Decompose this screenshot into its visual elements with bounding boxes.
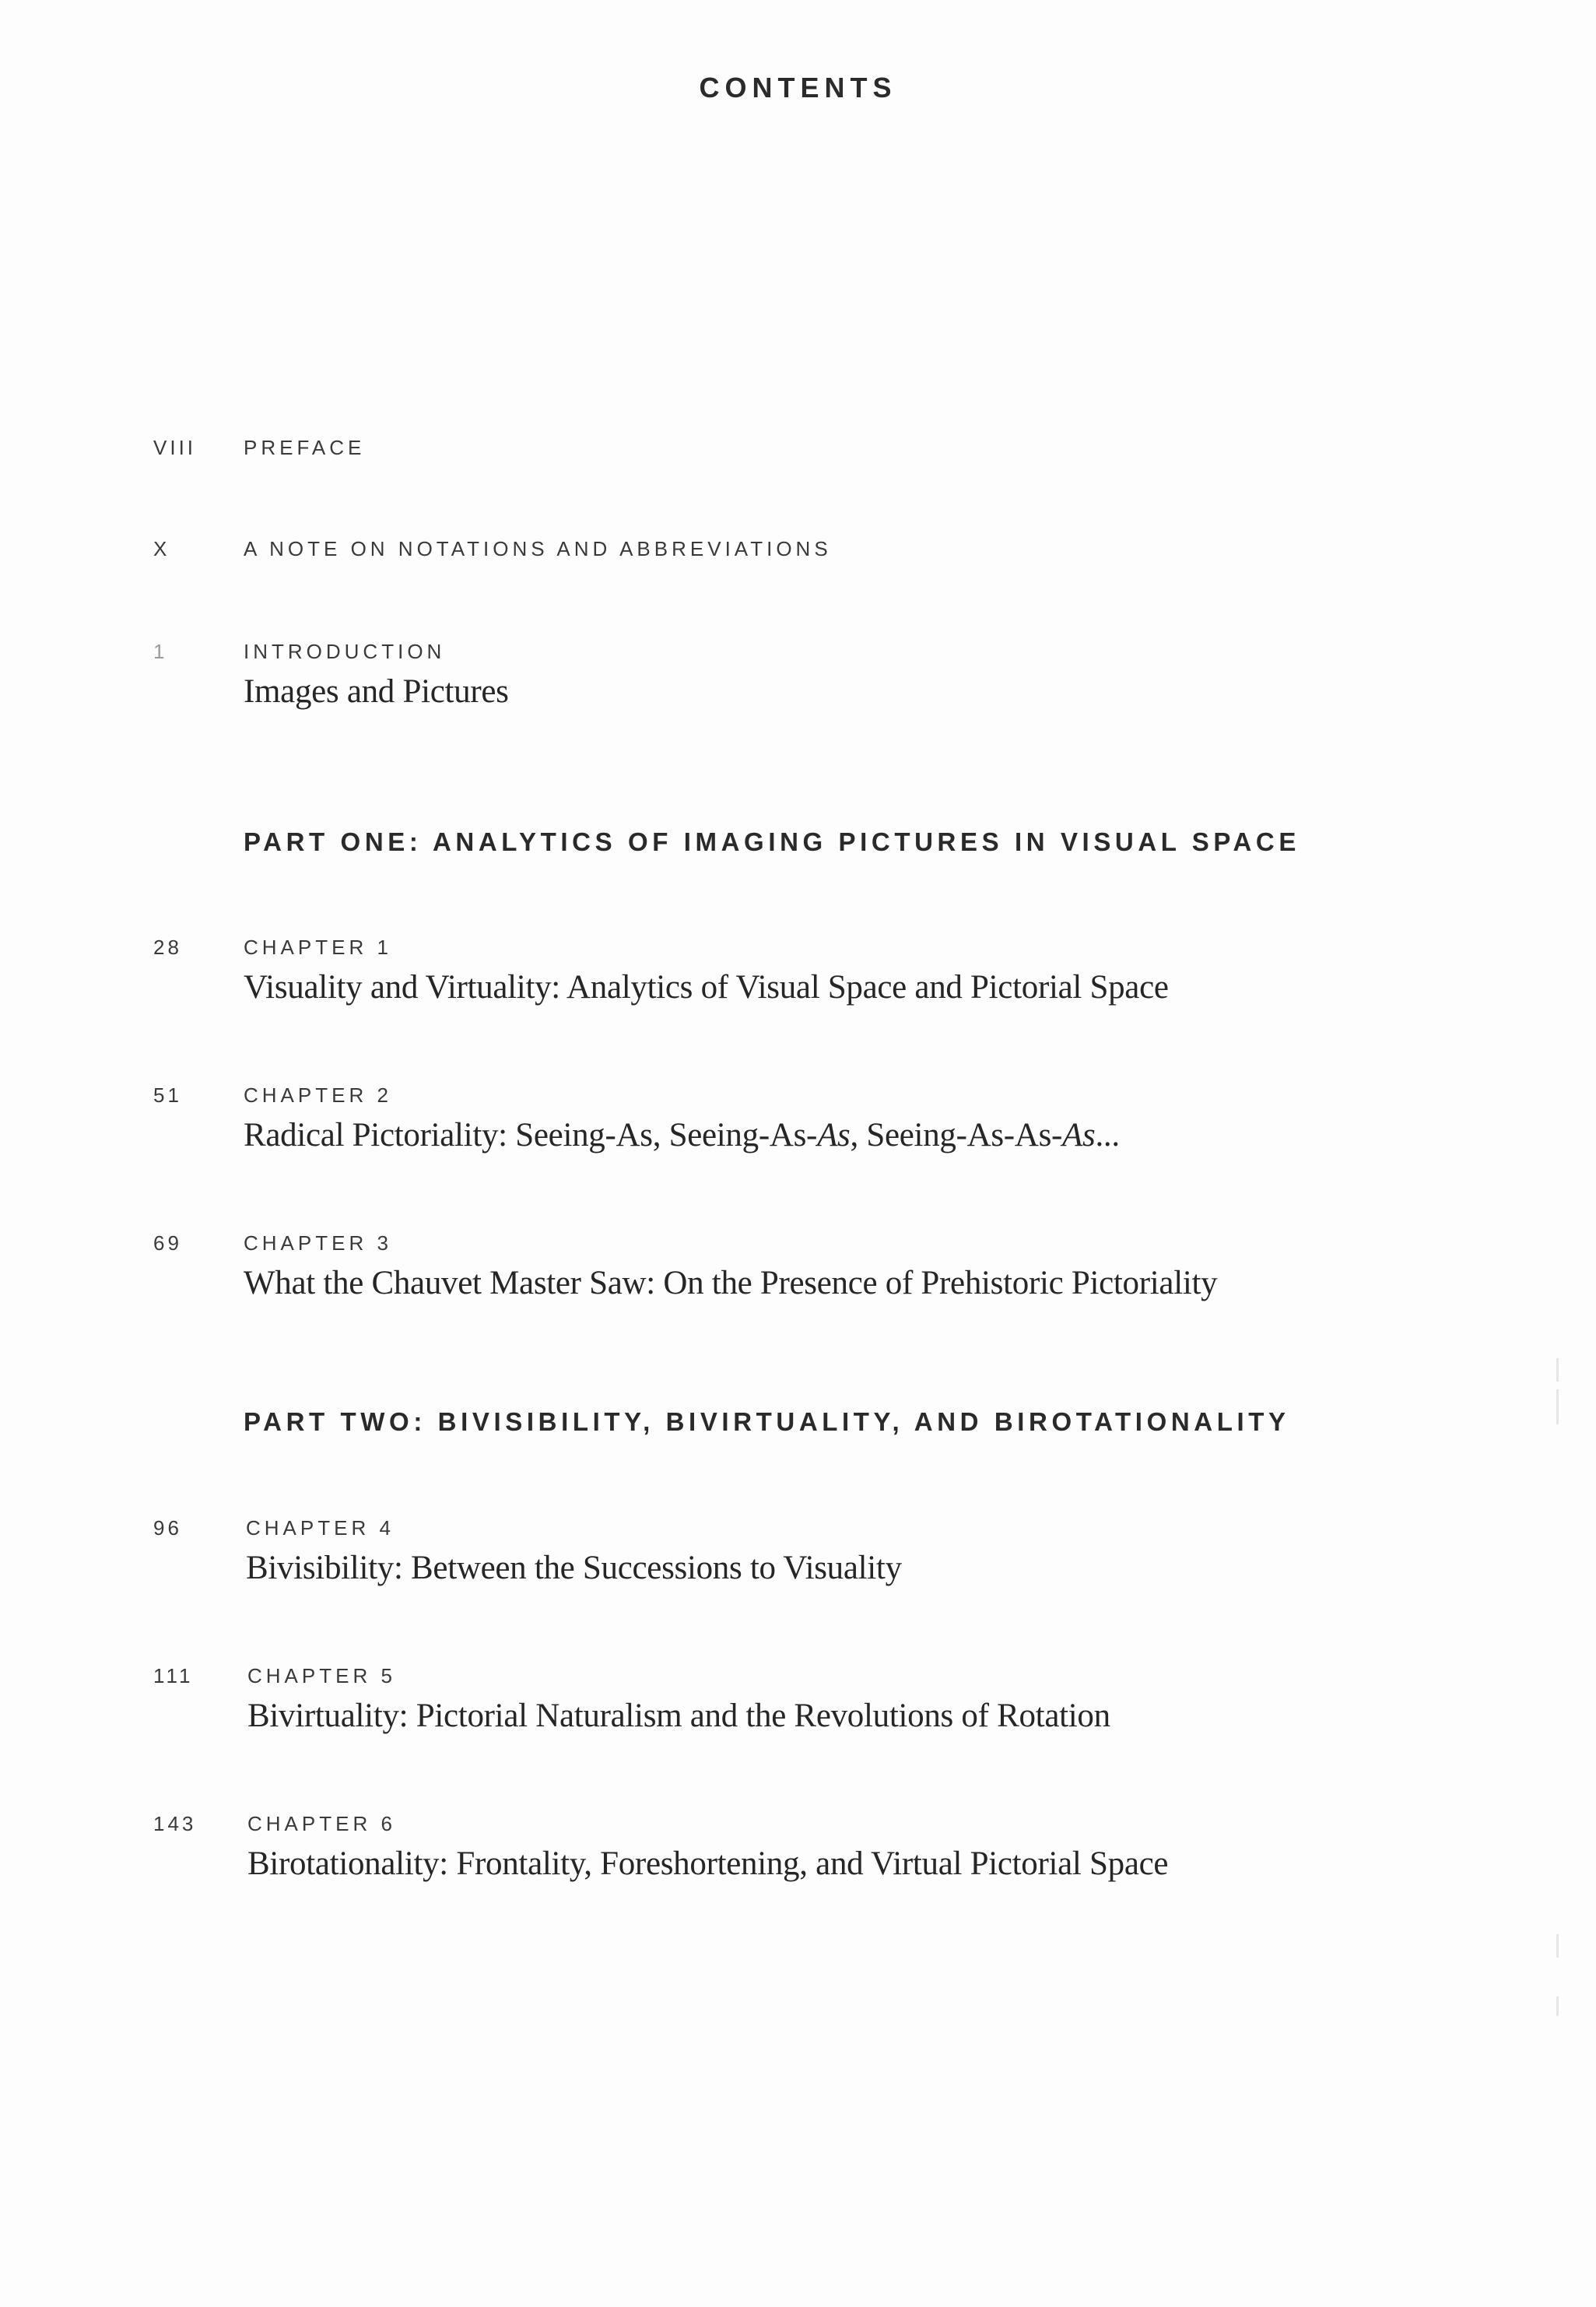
- page-title: CONTENTS: [699, 72, 897, 104]
- entry-label: CHAPTER 6: [247, 1812, 396, 1835]
- page-number: X: [153, 537, 170, 560]
- entry-title: Bivirtuality: Pictorial Naturalism and the Revolutions of Rotation: [247, 1698, 1110, 1734]
- entry-label: PREFACE: [244, 436, 366, 459]
- entry-label: CHAPTER 2: [244, 1083, 392, 1107]
- part-two-heading: PART TWO: BIVISIBILITY, BIVIRTUALITY, AND BIROTATIONALITY: [244, 1407, 1290, 1436]
- scan-artifact: [1556, 1389, 1559, 1424]
- entry-title: What the Chauvet Master Saw: On the Presence of Prehistoric Pictoriality: [244, 1265, 1218, 1301]
- scan-artifact: [1556, 1934, 1559, 1958]
- entry-label: CHAPTER 4: [246, 1516, 395, 1540]
- part-one-heading: PART ONE: ANALYTICS OF IMAGING PICTURES IN VISUAL SPACE: [244, 827, 1300, 856]
- scan-artifact: [1556, 1358, 1559, 1382]
- scan-artifact: [1556, 1996, 1559, 2016]
- entry-label: INTRODUCTION: [244, 640, 446, 663]
- entry-title: Radical Pictoriality: Seeing-As, Seeing-As-As, Seeing-As-As-As...: [244, 1117, 1120, 1154]
- page-number: 69: [153, 1231, 182, 1255]
- entry-label: CHAPTER 3: [244, 1231, 392, 1255]
- page-number: VIII: [153, 436, 197, 459]
- page-number: 111: [153, 1664, 194, 1687]
- page-number: 143: [153, 1812, 197, 1835]
- page-number: 1: [153, 640, 168, 663]
- page-number: 51: [153, 1083, 182, 1107]
- page-number: 96: [153, 1516, 182, 1540]
- entry-label: CHAPTER 5: [247, 1664, 396, 1687]
- entry-title: Visuality and Virtuality: Analytics of Visual Space and Pictorial Space: [244, 969, 1169, 1006]
- entry-title: Birotationality: Frontality, Foreshortening, and Virtual Pictorial Space: [247, 1845, 1169, 1882]
- entry-label: A NOTE ON NOTATIONS AND ABBREVIATIONS: [244, 537, 832, 560]
- entry-title: Images and Pictures: [244, 673, 509, 710]
- entry-label: CHAPTER 1: [244, 936, 392, 959]
- entry-title: Bivisibility: Between the Successions to Visuality: [246, 1550, 902, 1586]
- page-number: 28: [153, 936, 182, 959]
